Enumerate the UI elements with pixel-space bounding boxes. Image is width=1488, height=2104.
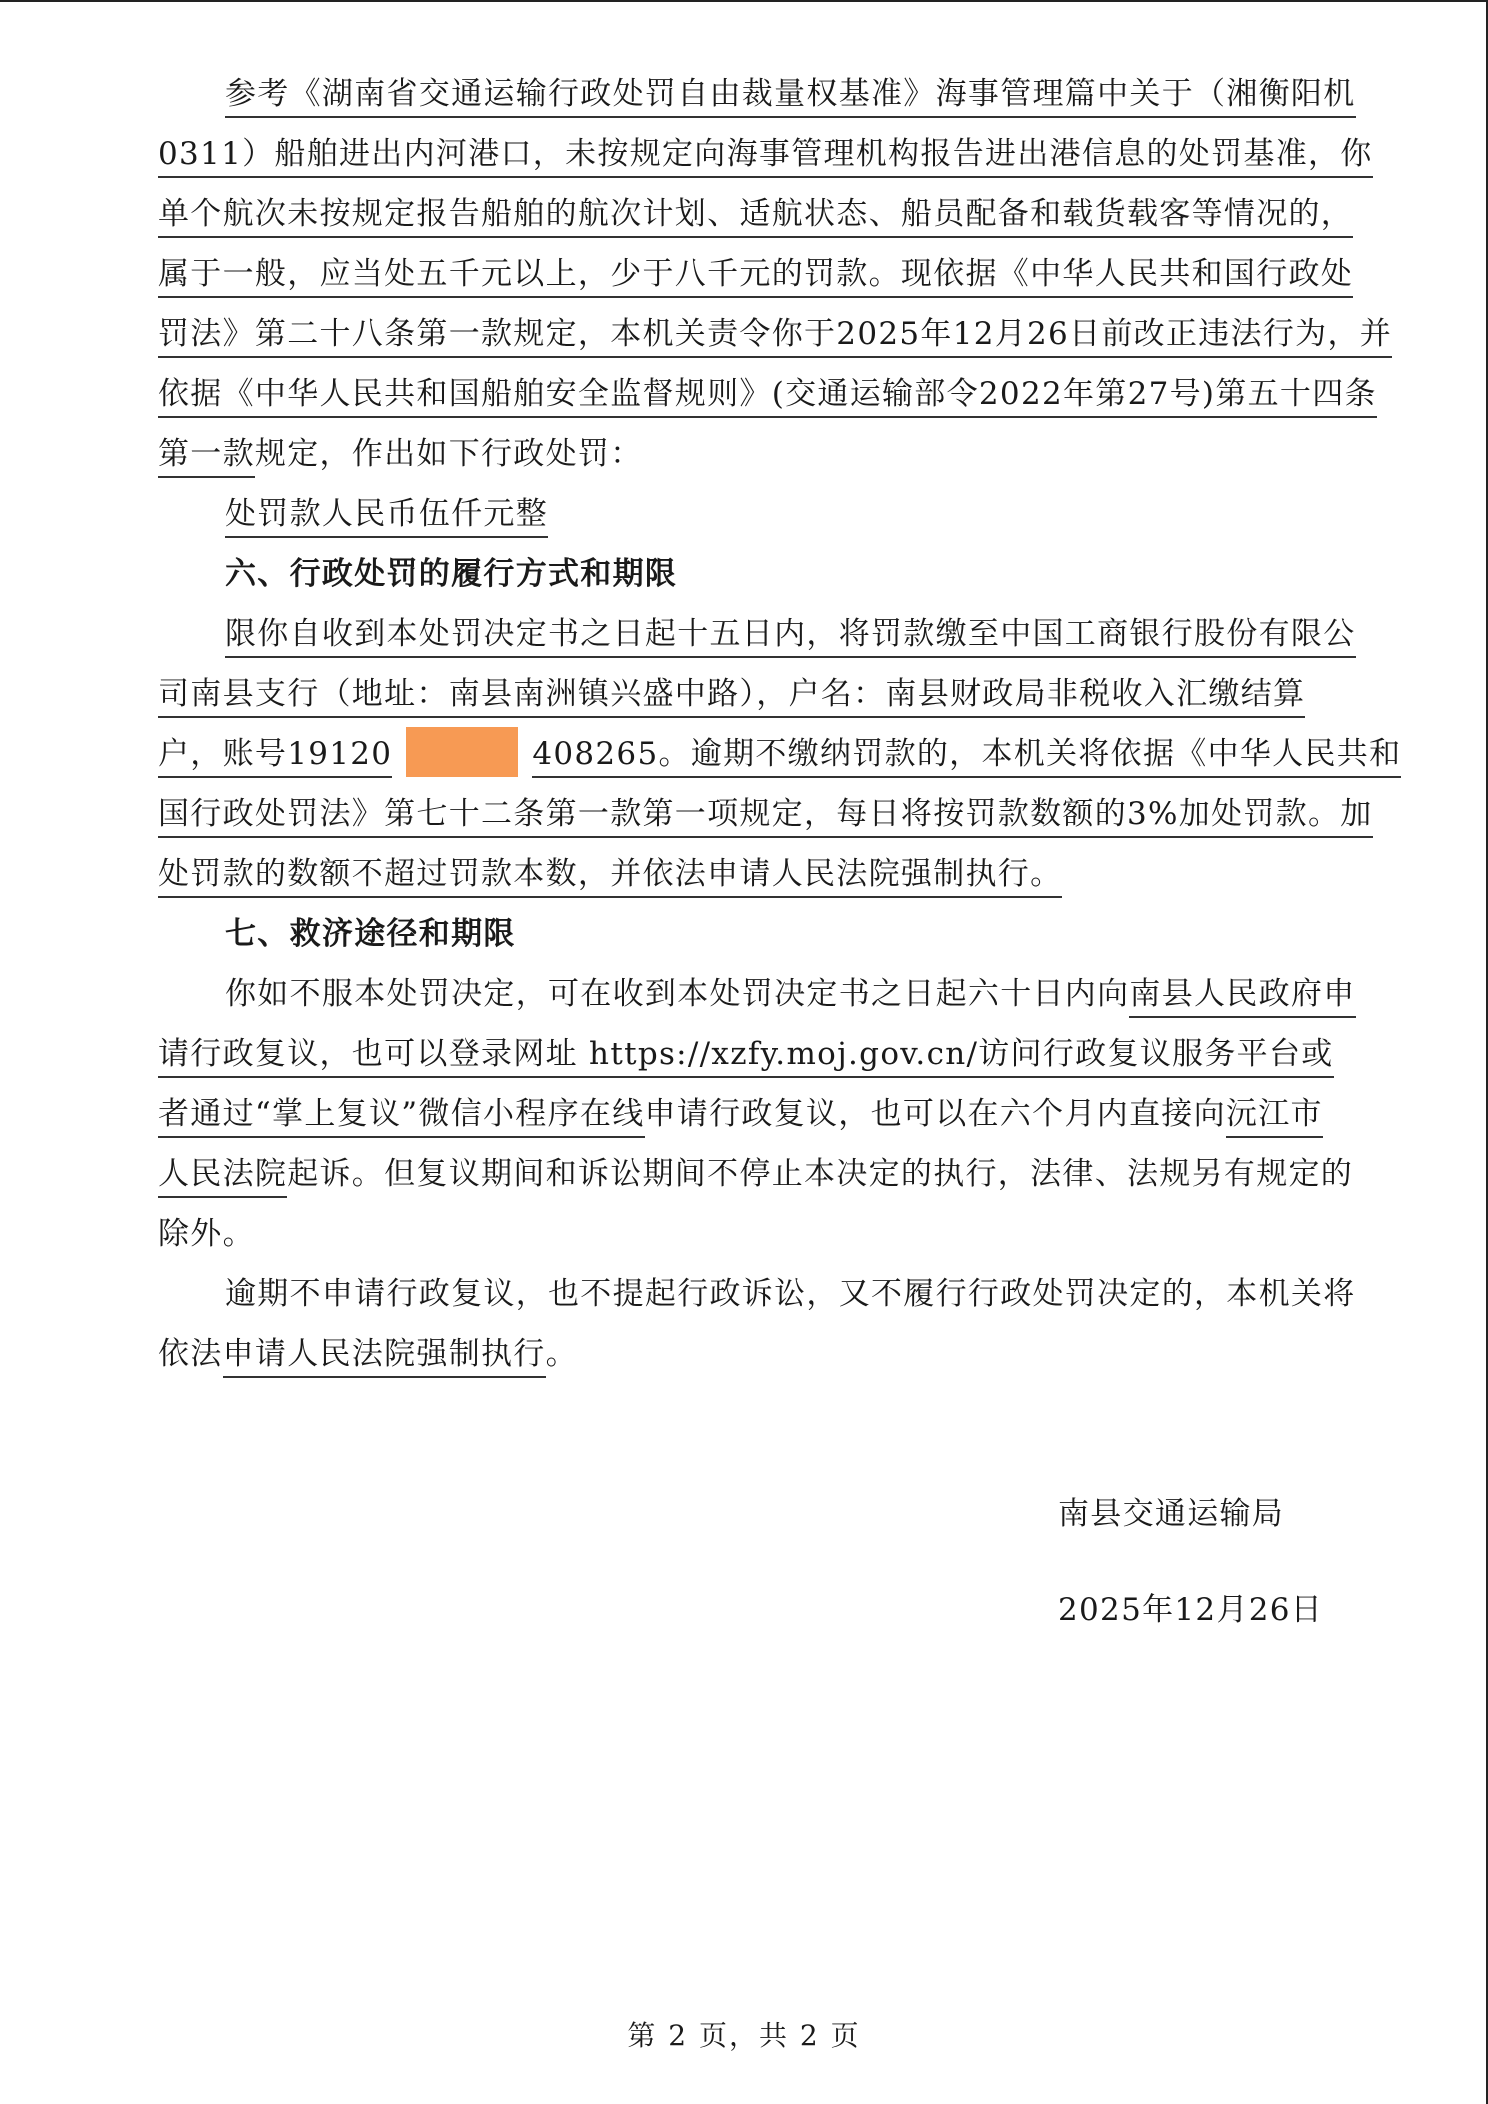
text-line: 属于一般，应当处五千元以上，少于八千元的罚款。现依据《中华人民共和国行政处	[158, 254, 1353, 294]
text-line: 依据《中华人民共和国船舶安全监督规则》(交通运输部令2022年第27号)第五十四条	[158, 374, 1377, 414]
text-line: 司南县支行（地址：南县南洲镇兴盛中路），户名：南县财政局非税收入汇缴结算	[158, 674, 1305, 714]
issuing-organization: 南县交通运输局	[1058, 1496, 1285, 1532]
text-line: 限你自收到本处罚决定书之日起十五日内，将罚款缴至中国工商银行股份有限公	[225, 614, 1356, 654]
text-line: 人民法院起诉。但复议期间和诉讼期间不停止本决定的执行，法律、法规另有规定的	[158, 1154, 1353, 1194]
penalty-line: 处罚款人民币伍仟元整	[225, 494, 548, 534]
text-line: 你如不服本处罚决定，可在收到本处罚决定书之日起六十日内向南县人民政府申	[225, 974, 1356, 1014]
text-line: 第一款规定，作出如下行政处罚：	[158, 434, 643, 474]
redaction-block	[406, 727, 518, 777]
issue-date: 2025年12月26日	[1058, 1592, 1324, 1628]
text-line: 单个航次未按规定报告船舶的航次计划、适航状态、船员配备和载货载客等情况的，	[158, 194, 1353, 234]
text-line: 罚法》第二十八条第一款规定，本机关责令你于2025年12月26日前改正违法行为，并	[158, 314, 1392, 354]
text-line: 依法申请人民法院强制执行。	[158, 1334, 578, 1374]
text-line: 参考《湖南省交通运输行政处罚自由裁量权基准》海事管理篇中关于（湘衡阳机	[225, 74, 1356, 114]
page-number: 第 2 页，共 2 页	[627, 2019, 861, 2052]
text-line: 者通过“掌上复议”微信小程序在线申请行政复议，也可以在六个月内直接向沅江市	[158, 1094, 1323, 1134]
text-line: 除外。	[158, 1216, 255, 1252]
section-heading-7: 七、救济途径和期限	[225, 916, 516, 952]
text-line: 请行政复议，也可以登录网址 https://xzfy.moj.gov.cn/访问行政复议服务平台或	[158, 1034, 1334, 1074]
text-line: 国行政处罚法》第七十二条第一款第一项规定，每日将按罚款数额的3%加处罚款。加	[158, 794, 1373, 834]
text-line: 0311）船舶进出内河港口，未按规定向海事管理机构报告进出港信息的处罚基准，你	[158, 134, 1373, 174]
text-line: 处罚款的数额不超过罚款本数，并依法申请人民法院强制执行。	[158, 854, 1062, 894]
text-line: 逾期不申请行政复议，也不提起行政诉讼，又不履行行政处罚决定的，本机关将	[225, 1276, 1356, 1312]
section-heading-6: 六、行政处罚的履行方式和期限	[225, 556, 678, 592]
text-line: 户，账号19120 408265。逾期不缴纳罚款的，本机关将依据《中华人民共和	[158, 734, 1401, 774]
